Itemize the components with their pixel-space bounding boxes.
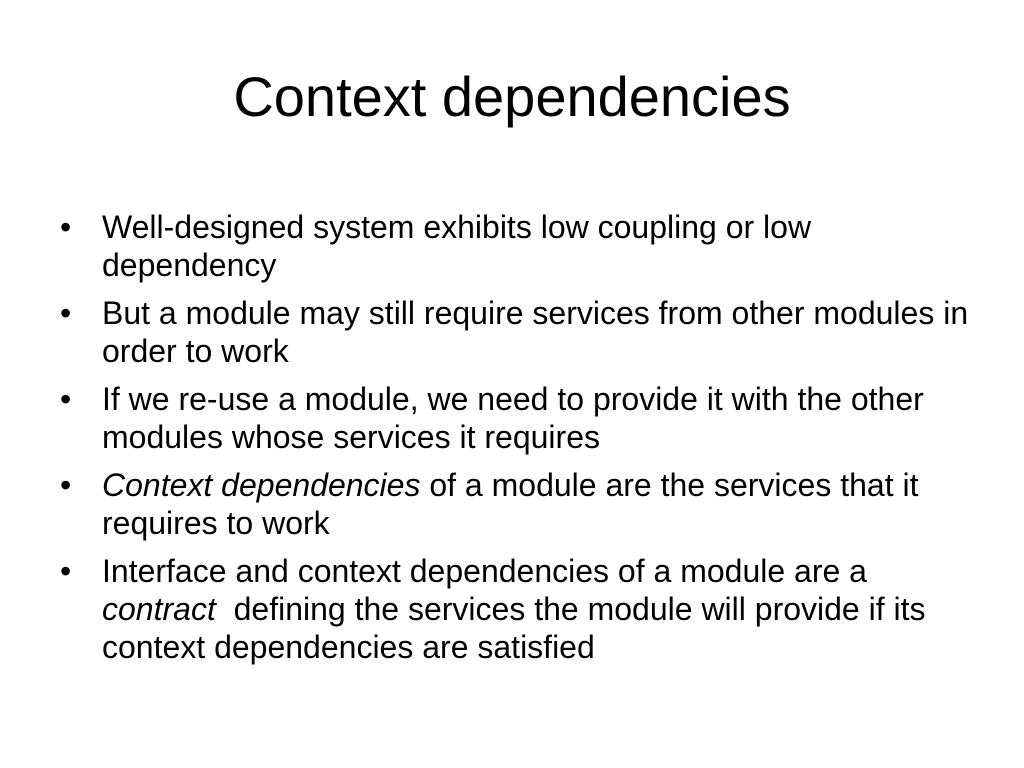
bullet-dot-icon: •: [60, 209, 72, 245]
bullet-text: Well-designed system exhibits low coupling or low dependency: [102, 209, 812, 283]
bullet-text: of a module are the services that it requires to work: [102, 467, 919, 541]
bullet-text: defining the services the module will provide if its context dependencies are satisfied: [102, 591, 935, 665]
bullet-text: If we re-use a module, we need to provide it with the other modules whose services it requires: [102, 381, 924, 455]
bullet-item-2: [60, 294, 980, 370]
bullet-italic-term: contract: [102, 591, 216, 627]
bullet-item-3: [60, 380, 980, 456]
bullet-italic-term: Context dependencies: [102, 467, 421, 503]
bullet-dot-icon: •: [60, 381, 72, 417]
bullet-item-4: [60, 466, 980, 542]
bullet-dot-icon: •: [60, 467, 72, 503]
bullet-list: [60, 208, 980, 676]
bullet-dot-icon: •: [60, 295, 72, 331]
bullet-dot-icon: •: [60, 553, 72, 589]
slide-title: Context dependencies: [233, 65, 791, 128]
bullet-text: But a module may still require services from other modules in order to work: [102, 295, 969, 369]
bullet-text: Interface and context dependencies of a module are a: [102, 553, 867, 589]
bullet-item-5: [60, 552, 980, 666]
bullet-item-1: [60, 208, 980, 284]
